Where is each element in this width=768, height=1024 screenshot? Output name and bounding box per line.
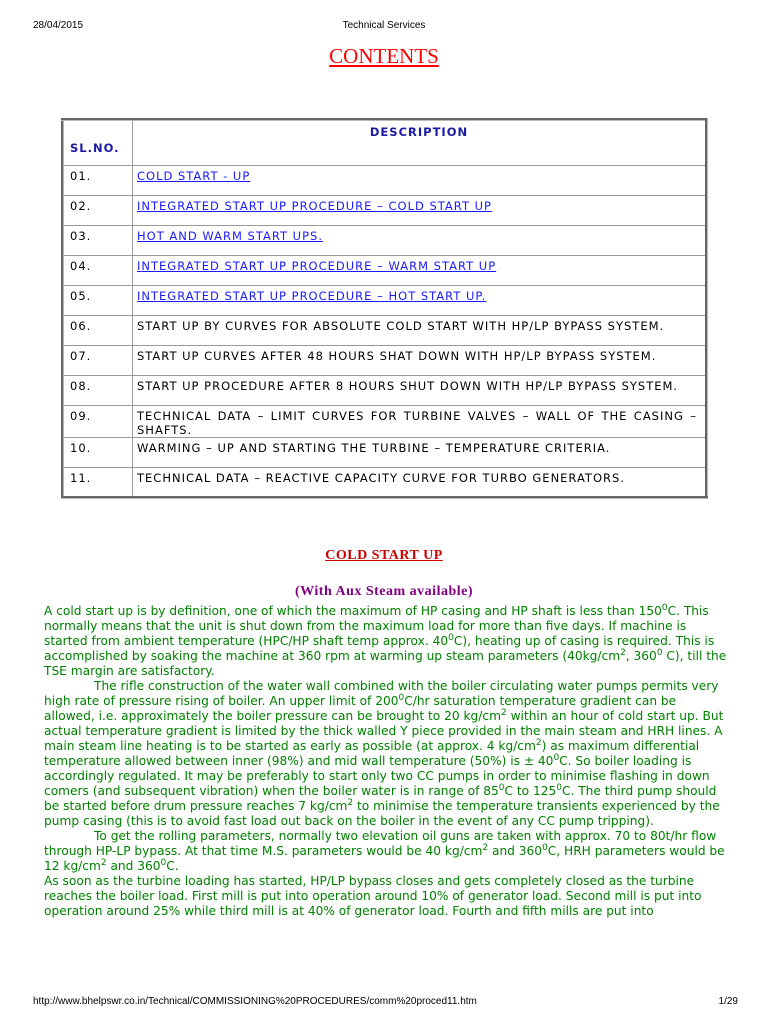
row-slno: 07. — [63, 346, 133, 376]
print-date: 28/04/2015 — [33, 20, 84, 31]
page-title: Technical Services — [342, 20, 426, 31]
row-description — [133, 196, 707, 226]
table-row — [63, 346, 707, 376]
page-number: 1/29 — [718, 996, 738, 1007]
row-description: TECHNICAL DATA – REACTIVE CAPACITY CURVE FOR TURBO GENERATORS. — [133, 468, 707, 498]
table-row — [63, 438, 707, 468]
table-row — [63, 316, 707, 346]
footer-url: http://www.bhelpswr.co.in/Technical/COMMISSIONING%20PROCEDURES/comm%20proced11.htm — [33, 996, 477, 1007]
table-row — [63, 166, 707, 196]
row-slno: 01. — [63, 166, 133, 196]
col-header-slno: SL.NO. — [63, 120, 133, 166]
row-description — [133, 226, 707, 256]
contents-table-body — [63, 166, 707, 498]
row-description: TECHNICAL DATA – LIMIT CURVES FOR TURBINE VALVES – WALL OF THE CASING – SHAFTS. — [133, 406, 707, 438]
contents-link[interactable]: INTEGRATED START UP PROCEDURE – WARM START UP — [137, 259, 497, 273]
row-description: START UP PROCEDURE AFTER 8 HOURS SHUT DOWN WITH HP/LP BYPASS SYSTEM. — [133, 376, 707, 406]
row-description — [133, 286, 707, 316]
page-header — [0, 20, 768, 34]
row-description — [133, 166, 707, 196]
contents-link[interactable]: HOT AND WARM START UPS. — [137, 229, 323, 243]
row-slno: 10. — [63, 438, 133, 468]
table-row — [63, 196, 707, 226]
table-row — [63, 468, 707, 498]
contents-link[interactable]: COLD START - UP — [137, 169, 251, 183]
table-row — [63, 376, 707, 406]
row-description: START UP BY CURVES FOR ABSOLUTE COLD START WITH HP/LP BYPASS SYSTEM. — [133, 316, 707, 346]
section-body — [44, 604, 728, 919]
section-subtitle: (With Aux Steam available) — [294, 584, 474, 599]
page-footer — [0, 996, 768, 1010]
section-title: COLD START UP — [325, 548, 443, 563]
row-description — [133, 256, 707, 286]
row-slno: 05. — [63, 286, 133, 316]
row-slno: 08. — [63, 376, 133, 406]
table-row — [63, 286, 707, 316]
contents-link[interactable]: INTEGRATED START UP PROCEDURE – COLD START UP — [137, 199, 492, 213]
row-description: START UP CURVES AFTER 48 HOURS SHAT DOWN WITH HP/LP BYPASS SYSTEM. — [133, 346, 707, 376]
body-paragraph: A cold start up is by definition, one of which the maximum of HP casing and HP shaft is less than $150^0C$. This normally means that the unit is shut down from the maximum load for more than five days. If machine is started from ambient temperature (HPC/HP shaft temp approx. $40^0C$), heating up of casing is required. This is accomplished by soaking the machine at 360 rpm at warming up steam parameters ($40kg/cm^2$, $360^0$ C), till the TSE margin are satisfactory. — [44, 602, 727, 678]
body-paragraph: As soon as the turbine loading has started, HP/LP bypass closes and gets completely closed as the turbine reaches the boiler load. First mill is put into operation around 10% of generator load. Second mill is put into operation around 25% while third mill is at 40% of generator load. Fourth and fifth mills are put into — [44, 874, 702, 918]
row-slno: 03. — [63, 226, 133, 256]
row-description: WARMING – UP AND STARTING THE TURBINE – TEMPERATURE CRITERIA. — [133, 438, 707, 468]
table-row — [63, 226, 707, 256]
body-paragraph: The rifle construction of the water wall combined with the boiler circulating water pumps permits very high rate of pressure rising of boiler. An upper limit of $200^0C/hr$ saturation temperature gradient can be allowed, i.e. approximately the boiler pressure can be brought to 20 $kg/cm^2$ within an hour of cold start up. But actual temperature gradient is limited by the thick walled Y piece provided in the main steam and HRH lines. A main steam line heating is to be started as early as possible (at approx. 4 $kg/cm^2$) as maximum differential temperature allowed between inner (98%) and mid wall temperature (50%) is ± $40^0C$. So boiler loading is accordingly regulated. It may be preferably to start only two CC pumps in order to minimise flashing in down comers (and subsequent vibration) when the boiler water is in range of $85^0C$ to $125^0C$. The third pump should be started before drum pressure reaches 7 $kg/cm^2$ to minimise the temperature transients experienced by the pump casing (this is to avoid fast load out back on the boiler in the event of any CC pump tripping). — [44, 679, 724, 828]
row-slno: 06. — [63, 316, 133, 346]
body-paragraph: To get the rolling parameters, normally two elevation oil guns are taken with approx. 70 to 80t/hr flow through HP-LP bypass. At that time M.S. parameters would be 40 $kg/cm^2$ and $360^0C$, HRH parameters would be 12 $kg/cm^2$ and $360^0C$. — [44, 829, 725, 873]
contents-link[interactable]: INTEGRATED START UP PROCEDURE – HOT START UP. — [137, 289, 487, 303]
contents-table — [61, 118, 708, 499]
contents-heading: CONTENTS — [329, 44, 439, 68]
row-slno: 02. — [63, 196, 133, 226]
row-slno: 11. — [63, 468, 133, 498]
row-slno: 09. — [63, 406, 133, 438]
table-row — [63, 406, 707, 438]
table-row — [63, 256, 707, 286]
row-slno: 04. — [63, 256, 133, 286]
col-header-description: DESCRIPTION — [133, 120, 707, 166]
